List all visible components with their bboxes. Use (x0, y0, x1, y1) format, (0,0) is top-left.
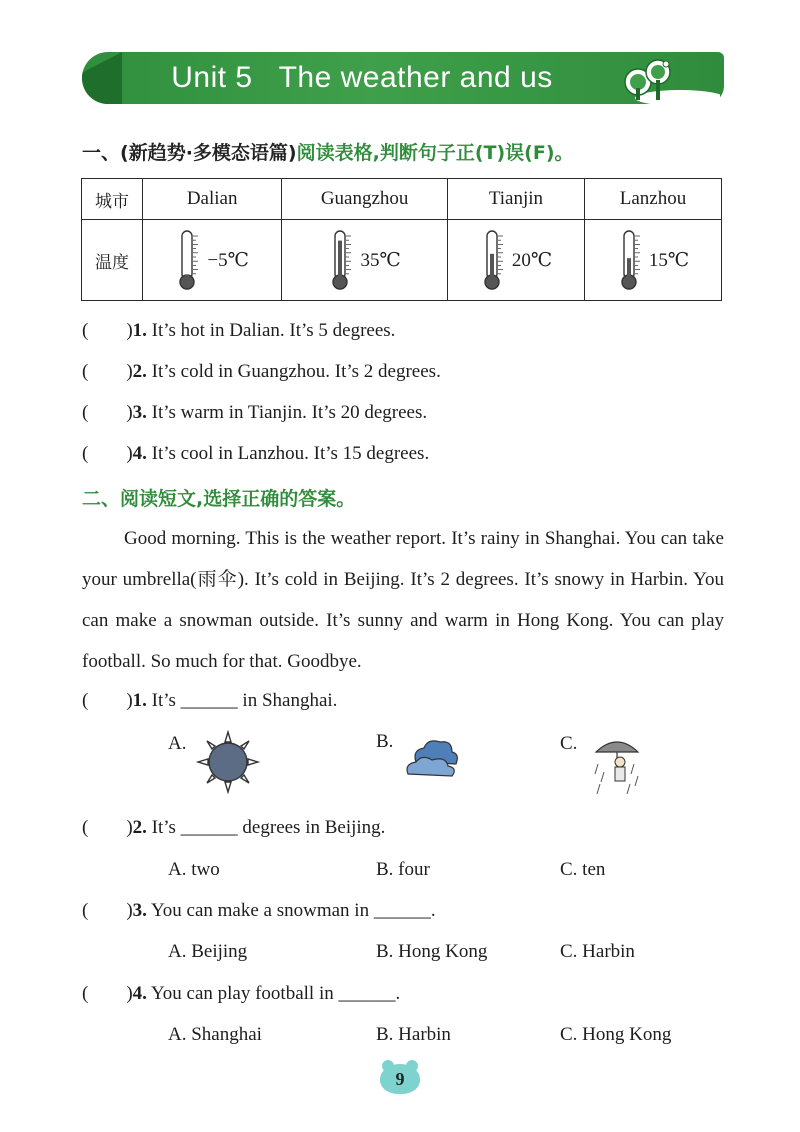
thermometer-icon (175, 228, 201, 292)
answer-bracket[interactable]: ( ) (82, 900, 133, 921)
unit-title: Unit 5 The weather and us (171, 61, 553, 94)
s2-q3-option-c[interactable]: C. Harbin (560, 941, 635, 962)
rain-umbrella-icon (590, 734, 644, 796)
thermometer-icon (328, 228, 354, 292)
s2-q3-option-b[interactable]: B. Hong Kong (376, 941, 488, 962)
s1-question-3 (82, 402, 427, 424)
s2-q4-option-a[interactable]: A. Shanghai (168, 1024, 262, 1045)
reading-passage (82, 518, 724, 682)
s2-q4-option-b[interactable]: B. Harbin (376, 1024, 451, 1045)
section1-tag: (新趋势·多模态语篇) (120, 142, 297, 164)
row-label-temperature: 温度 (82, 220, 143, 301)
temperature-table (81, 178, 722, 301)
s2-q2-option-b[interactable]: B. four (376, 859, 430, 880)
question-text: It’s warm in Tianjin. It’s 20 degrees. (146, 402, 428, 423)
section2-heading-text: 二、阅读短文,选择正确的答案。 (82, 488, 356, 510)
city-tianjin: Tianjin (447, 179, 584, 220)
temp-tianjin: 20℃ (511, 249, 553, 271)
question-text: It’s hot in Dalian. It’s 5 degrees. (146, 320, 396, 341)
city-guangzhou: Guangzhou (282, 179, 448, 220)
answer-bracket[interactable]: ( ) (82, 443, 133, 464)
s2-q1-option-c[interactable]: C. (560, 733, 578, 754)
question-number: 2. (132, 361, 147, 382)
city-lanzhou: Lanzhou (584, 179, 721, 220)
answer-bracket[interactable]: ( ) (82, 690, 133, 711)
question-text: It’s ______ degrees in Beijing. (146, 817, 386, 838)
s2-question-3 (82, 900, 436, 922)
question-text: You can play football in ______. (146, 983, 401, 1004)
question-text: It’s ______ in Shanghai. (146, 690, 338, 711)
question-number: 4. (132, 443, 147, 464)
row-label-city: 城市 (82, 179, 143, 220)
temp-guangzhou: 35℃ (360, 249, 401, 271)
tree-icon (610, 58, 720, 104)
s2-question-1 (82, 690, 337, 712)
city-dalian: Dalian (143, 179, 282, 220)
question-text: It’s cool in Lanzhou. It’s 15 degrees. (146, 443, 430, 464)
s1-question-4 (82, 443, 429, 465)
s2-q4-option-c[interactable]: C. Hong Kong (560, 1024, 672, 1045)
passage-text: Good morning. This is the weather report. It’s rainy in Shanghai. You can take your umbrella(雨伞). It’s cold in Beijing. It’s 2 degrees. It’s snowy in Harbin. You can make a snowman outside. It’s sunny and warm in Hong Kong. You can play football. So much for that. Goodbye. (82, 528, 724, 672)
question-number: 4. (132, 983, 147, 1004)
s1-question-2 (82, 361, 441, 383)
page-number: 9 (380, 1064, 420, 1094)
thermometer-icon (617, 228, 643, 292)
s2-q2-option-c[interactable]: C. ten (560, 859, 606, 880)
temp-lanzhou: 15℃ (648, 249, 690, 271)
s2-q2-option-a[interactable]: A. two (168, 859, 220, 880)
section1-heading (82, 138, 574, 165)
question-text: You can make a snowman in ______. (146, 900, 436, 921)
table-row-city (82, 179, 722, 220)
thermometer-icon (480, 228, 506, 292)
cloudy-icon (402, 736, 462, 780)
question-number: 1. (132, 320, 147, 341)
s2-q1-option-b[interactable]: B. (376, 731, 394, 752)
section1-number: 一、 (82, 142, 121, 164)
s2-q3-option-a[interactable]: A. Beijing (168, 941, 248, 962)
sun-icon (196, 730, 260, 794)
question-text: It’s cold in Guangzhou. It’s 2 degrees. (146, 361, 441, 382)
s2-question-4 (82, 983, 400, 1005)
answer-bracket[interactable]: ( ) (82, 402, 133, 423)
section1-instruction: 阅读表格,判断句子正(T)误(F)。 (296, 142, 574, 164)
s1-question-1 (82, 320, 395, 342)
answer-bracket[interactable]: ( ) (82, 361, 133, 382)
answer-bracket[interactable]: ( ) (82, 320, 133, 341)
question-number: 3. (132, 900, 147, 921)
question-number: 1. (132, 690, 147, 711)
section2-heading (82, 484, 355, 511)
question-number: 3. (132, 402, 147, 423)
question-number: 2. (132, 817, 147, 838)
answer-bracket[interactable]: ( ) (82, 983, 133, 1004)
temp-dalian: −5℃ (207, 249, 249, 271)
s2-q1-option-a[interactable]: A. (168, 733, 187, 754)
s2-question-2 (82, 817, 385, 839)
answer-bracket[interactable]: ( ) (82, 817, 133, 838)
table-row-temperature (82, 220, 722, 301)
